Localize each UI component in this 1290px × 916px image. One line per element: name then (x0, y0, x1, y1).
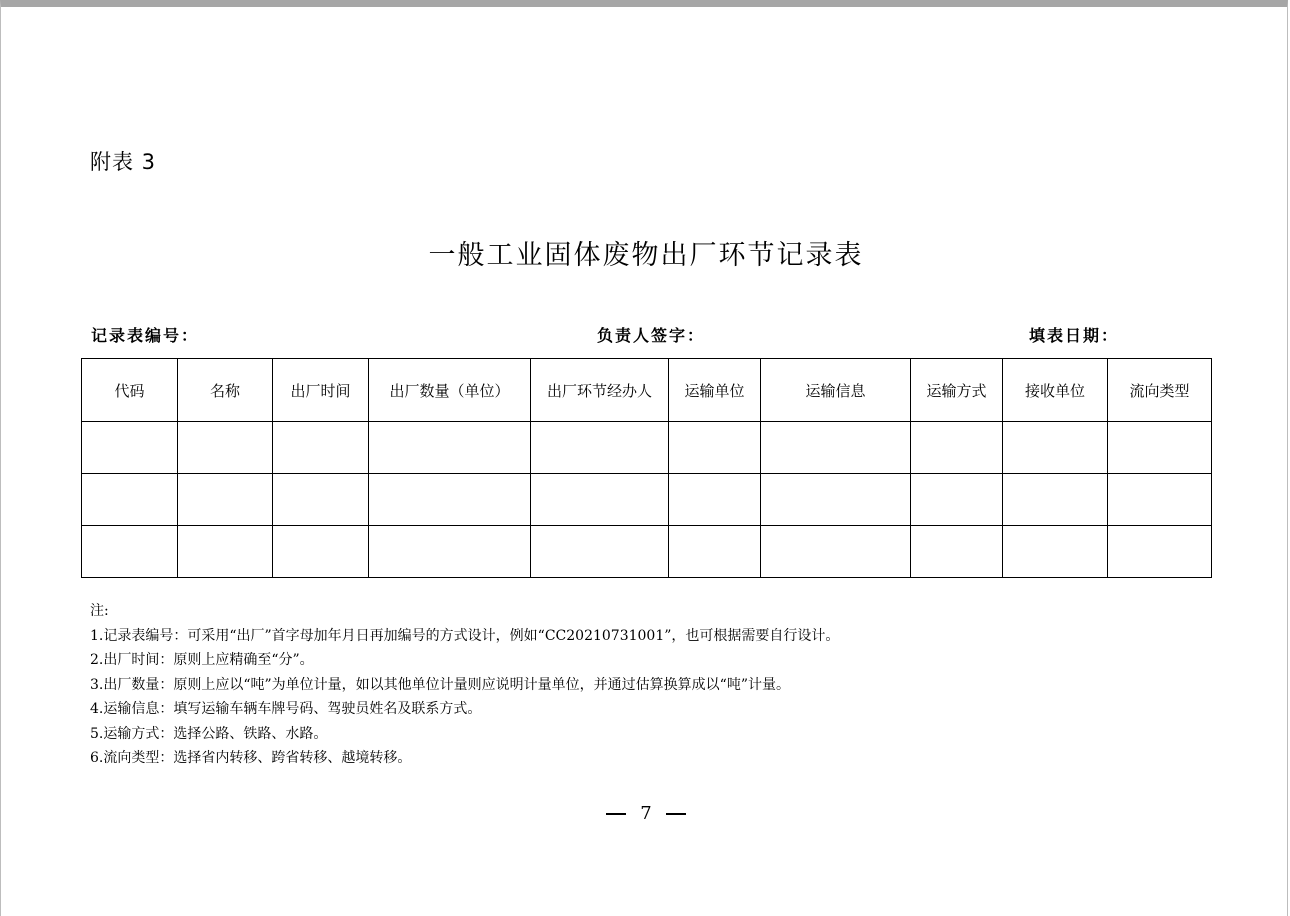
table-cell[interactable] (1108, 526, 1212, 578)
table-cell[interactable] (178, 474, 273, 526)
table-row (82, 422, 1212, 474)
table-cell[interactable] (669, 474, 761, 526)
table-body (82, 422, 1212, 578)
table-header-row (82, 359, 1212, 422)
header-name: 名称 (178, 359, 273, 422)
note-item: 6.流向类型：选择省内转移、跨省转移、越境转移。 (90, 750, 412, 766)
table-cell[interactable] (1108, 474, 1212, 526)
record-table (81, 358, 1212, 578)
page-number-value: 7 (640, 803, 652, 824)
table-cell[interactable] (1003, 422, 1108, 474)
header-transport-unit: 运输单位 (669, 359, 761, 422)
note-item: 1.记录表编号：可采用“出厂”首字母加年月日再加编号的方式设计，例如“CC20210731001”，也可根据需要自行设计。 (90, 627, 840, 644)
signature-label: 负责人签字： (597, 326, 706, 345)
table-cell[interactable] (1003, 526, 1108, 578)
header-transport-info: 运输信息 (761, 359, 911, 422)
table-cell[interactable] (273, 422, 369, 474)
table-cell[interactable] (669, 422, 761, 474)
notes-heading: 注: (90, 603, 109, 619)
header-transport-mode: 运输方式 (911, 359, 1003, 422)
note-item: 4.运输信息：填写运输车辆车牌号码、驾驶员姓名及联系方式。 (90, 701, 482, 717)
table-cell[interactable] (82, 474, 178, 526)
note-item: 5.运输方式：选择公路、铁路、水路。 (90, 725, 328, 742)
page-number (1, 803, 1290, 824)
table-cell[interactable] (273, 526, 369, 578)
table-cell[interactable] (531, 526, 669, 578)
table-cell[interactable] (761, 422, 911, 474)
table-cell[interactable] (669, 526, 761, 578)
table-cell[interactable] (761, 474, 911, 526)
table-cell[interactable] (369, 526, 531, 578)
header-exit-time: 出厂时间 (273, 359, 369, 422)
note-item: 3.出厂数量：原则上应以“吨”为单位计量，如以其他单位计量则应说明计量单位，并通过估算换算成以“吨”计量。 (90, 676, 790, 693)
table-cell[interactable] (1108, 422, 1212, 474)
header-flow-type: 流向类型 (1108, 359, 1212, 422)
table-cell[interactable] (369, 474, 531, 526)
header-handler: 出厂环节经办人 (531, 359, 669, 422)
table-cell[interactable] (911, 474, 1003, 526)
table-cell[interactable] (82, 526, 178, 578)
table-row (82, 526, 1212, 578)
table-cell[interactable] (178, 526, 273, 578)
header-receiving-unit: 接收单位 (1003, 359, 1108, 422)
header-exit-quantity: 出厂数量（单位） (369, 359, 531, 422)
table-cell[interactable] (531, 474, 669, 526)
table-cell[interactable] (531, 422, 669, 474)
table-cell[interactable] (273, 474, 369, 526)
dash-left (606, 813, 626, 815)
table-row (82, 474, 1212, 526)
fill-date-label: 填表日期： (1029, 326, 1120, 345)
record-number-label: 记录表编号： (91, 326, 200, 345)
table-cell[interactable] (911, 526, 1003, 578)
table-cell[interactable] (369, 422, 531, 474)
table-cell[interactable] (82, 422, 178, 474)
page-title: 一般工业固体废物出厂环节记录表 (428, 240, 864, 271)
dash-right (666, 813, 686, 815)
header-code: 代码 (82, 359, 178, 422)
table-cell[interactable] (1003, 474, 1108, 526)
notes-section (90, 599, 839, 771)
table-cell[interactable] (761, 526, 911, 578)
table-cell[interactable] (911, 422, 1003, 474)
table-cell[interactable] (178, 422, 273, 474)
appendix-label: 附表 3 (90, 150, 157, 174)
note-item: 2.出厂时间：原则上应精确至“分”。 (90, 652, 314, 668)
